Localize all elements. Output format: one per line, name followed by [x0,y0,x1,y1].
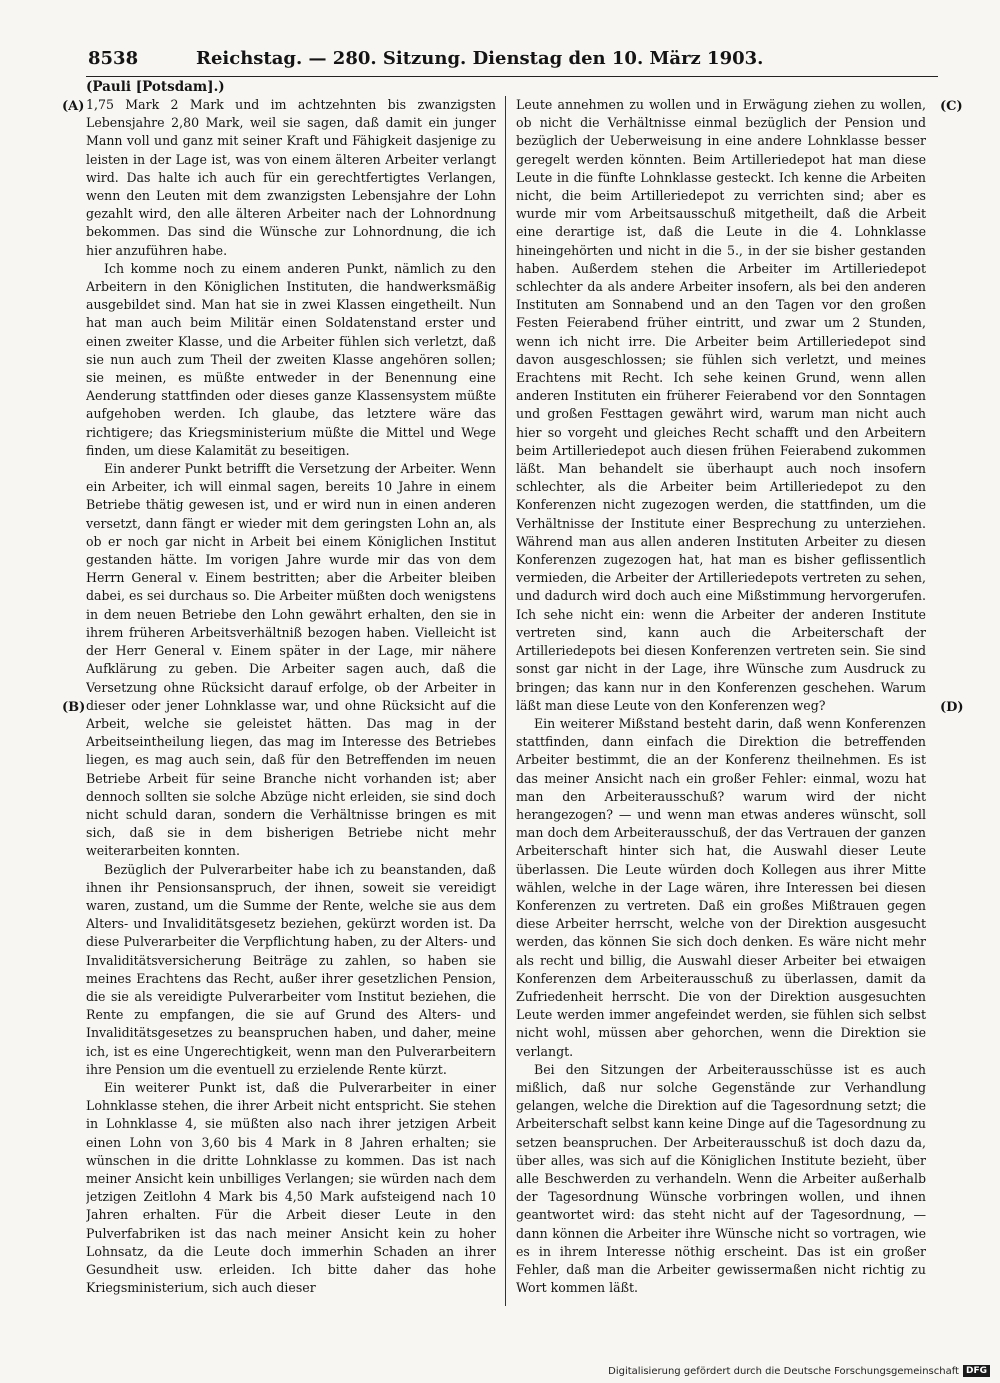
paragraph: Bezüglich der Pulverarbeiter habe ich zu beanstanden, daß ihnen ihr Pensionsanspruch, der ihnen, soweit sie vereidigt waren, zustand, um die Summe der Rente, welche sie aus dem Alters- und Invaliditätsgesetz beziehen, gekürzt worden ist. Da diese Pulverarbeiter die Verpflichtung haben, zu der Alters- und Invaliditätsversicherung Beiträge zu zahlen, so haben sie meines Erachtens das Recht, außer ihrer gesetzlichen Pension, die sie als vereidigte Pulverarbeiter vom Institut beziehen, die Rente zu empfangen, die sie auf Grund des Alters- und Invaliditätsgesetzes zu beanspruchen haben, und daher, meine ich, ist es eine Ungerechtigkeit, wenn man den Pulverarbeitern ihre Pension um die eventuell zu erzielende Rente kürzt. [86,861,496,1077]
footer-credit [608,1365,990,1377]
paragraph: Ein weiterer Punkt ist, daß die Pulverarbeiter in einer Lohnklasse stehen, die ihrer Arbeit nicht entspricht. Sie stehen in Lohnklasse 4, sie müßten also nach ihrer jetzigen Arbeit einen Lohn von 3,60 bis 4 Mark in 8 Jahren erhalten; sie wünschen in die dritte Lohnklasse zu kommen. Das ist nach meiner Ansicht kein unbilliges Verlangen; sie würden nach dem jetzigen Zeitlohn 4 Mark bis 4,50 Mark aufsteigend nach 10 Jahren erhalten. Für die Arbeit dieser Leute in den Pulverfabriken ist das nach meiner Ansicht kein zu hoher Lohnsatz, da die Leute doch immerhin Schaden an ihrer Gesundheit usw. erleiden. Ich bitte daher das hohe Kriegsministerium, sich auch dieser [86,1079,496,1296]
paragraph: Ein anderer Punkt betrifft die Versetzung der Arbeiter. Wenn ein Arbeiter, ich will einmal sagen, bereits 10 Jahre in einem Betriebe thätig gewesen ist, und er wird nun in einen anderen versetzt, dann fängt er wieder mit dem geringsten Lohn an, als ob er noch gar nicht in Arbeit bei einem Königlichen Institut gestanden hätte. Im vorigen Jahre wurde mir das von dem Herrn General v. Einem bestritten; aber die Arbeiter bleiben dabei, es sei durchaus so. Die Arbeiter müßten doch wenigstens in dem neuen Betriebe den Lohn gewährt erhalten, den sie in ihrem früheren Arbeitsverhältniß bezogen haben. Vielleicht ist der Herr General v. Einem später in der Lage, mir nähere Aufklärung zu geben. Die Arbeiter sagen auch, daß die Versetzung ohne Rücksicht darauf erfolge, ob der Arbeiter in dieser oder jener Lohnklasse war, und ohne Rücksicht auf die Arbeit, welche sie geleistet hätten. Das mag in der Arbeitseintheilung liegen, das mag im Interesse des Betriebes liegen, es mag auch sein, daß für den Betreffenden im neuen Betriebe Arbeit für seine Branche nicht vorhanden ist; aber dennoch sollten sie solche Abzüge nicht erleiden, sie sind doch nicht schuld daran, sondern die Verhältnisse bringen es mit sich, daß sie in dem bisherigen Betriebe nicht mehr weiterarbeiten konnten. [86,461,496,859]
margin-mark-a: (A) [62,99,85,114]
margin-mark-d: (D) [940,700,964,715]
page-number: 8538 [88,48,139,69]
paragraph: Leute annehmen zu wollen und in Erwägung ziehen zu wollen, ob nicht die Verhältnisse einmal bezüglich der Pension und bezüglich der Ueberweisung in eine andere Lohnklasse besser geregelt werden könnten. Beim Artilleriedepot hat man diese Leute in die fünfte Lohnklasse gesteckt. Ich kenne die Arbeiten nicht, die beim Artilleriedepot zu verrichten sind; aber es wurde mir vom Arbeitsausschuß mitgetheilt, daß die Arbeit eine derartige ist, daß die Leute in die 4. Lohnklasse hineingehörten und nicht in die 5., in der sie bisher gestanden haben. Außerdem stehen die Arbeiter im Artilleriedepot schlechter da als andere Arbeiter insofern, als bei den anderen Instituten am Sonnabend und an den Tagen vor den großen Festen Feierabend früher eintritt, und zwar um 2 Stunden, wenn ich nicht irre. Die Arbeiter beim Artilleriedepot sind davon ausgeschlossen; sie fühlen sich verletzt, und meines Erachtens mit Recht. Ich sehe keinen Grund, wenn allen anderen Instituten ein früherer Feierabend vor den Sonntagen und großen Festtagen gewährt wird, warum man nicht auch hier so vorgeht und gleiches Recht schafft und den Arbeitern beim Artilleriedepot auch diesen frühen Feierabend zukommen läßt. Man behandelt sie überhaupt auch noch insofern schlechter, als die Arbeiter beim Artilleriedepot zu den Konferenzen nicht zugezogen werden, die stattfinden, um die Verhältnisse der Institute einer Besprechung zu unterziehen. Während man aus allen anderen Instituten Arbeiter zu diesen Konferenzen zugezogen hat, hat man es bisher geflissentlich vermieden, die Arbeiter der Artilleriedepots vertreten zu sehen, und dadurch wird doch auch eine Mißstimmung hervorgerufen. Ich sehe nicht ein: wenn die Arbeiter der anderen Institute vertreten sind, kann auch die Arbeiterschaft der Artilleriedepots bei diesen Konferenzen vertreten sein. Sie sind sonst gar nicht in der Lage, ihre Wünsche zum Ausdruck zu bringen; das kann nur in den Konferenzen geschehen. Warum läßt man diese Leute von den Konferenzen weg? [516,97,926,713]
paragraph: Ich komme noch zu einem anderen Punkt, nämlich zu den Arbeitern in den Königlichen Instituten, die handwerksmäßig ausgebildet sind. Man hat sie in zwei Klassen eingetheilt. Nun hat man auch beim Militär einen Soldatenstand erster und einen zweiter Klasse, und die Arbeiter fühlen sich verletzt, daß sie nun auch zum Theil der zweiten Klasse angehören sollen; sie meinen, es müßte entweder in der Benennung eine Aenderung stattfinden oder dieses ganze Klassensystem müßte aufgehoben werden. Ich glaube, das letztere wäre das richtigere; das Kriegsministerium müßte die Mittel und Wege finden, um diese Kalamität zu beseitigen. [86,260,496,458]
paragraph: Ein weiterer Mißstand besteht darin, daß wenn Konferenzen stattfinden, dann einfach die Direktion die betreffenden Arbeiter bestimmt, die an der Konferenz theilnehmen. Es ist das meiner Ansicht nach ein großer Fehler: einmal, wozu hat man den Arbeiterausschuß? warum wird der nicht herangezogen? — und wenn man etwas anderes wünscht, soll man doch dem Arbeiterausschuß, der das Vertrauen der ganzen Arbeiterschaft hinter sich hat, die Auswahl dieser Leute überlassen. Die Leute würden doch Kollegen aus ihrer Mitte wählen, welche in der Lage wären, ihre Interessen bei diesen Konferenzen zu vertreten. Daß ein großes Mißtrauen gegen diese Arbeiter herrscht, welche von der Direktion ausgesucht werden, das können Sie sich doch denken. Es wäre nicht mehr als recht und billig, die Auswahl dieser Arbeiter bei etwaigen Konferenzen dem Arbeiterausschuß zu überlassen, damit da Zufriedenheit herrscht. Die von der Direktion ausgesuchten Leute werden immer angefeindet werden, sie fühlen sich selbst nicht wohl, müssen aber gehorchen, wenn die Direktion sie verlangt. [516,715,926,1059]
footer-text: Digitalisierung gefördert durch die Deutsche Forschungsgemeinschaft [608,1365,959,1377]
right-column [516,96,926,1308]
dfg-logo: DFG [963,1365,990,1377]
margin-mark-b: (B) [62,700,86,715]
margin-mark-c: (C) [940,99,963,114]
column-divider [505,96,506,1306]
paragraph: 1,75 Mark 2 Mark und im achtzehnten bis zwanzigsten Lebensjahre 2,80 Mark, weil sie sagen, daß damit ein junger Mann voll und ganz mit seiner Kraft und Fähigkeit dasjenige zu leisten in der Lage ist, was von einem älteren Arbeiter verlangt wird. Das halte ich auch für ein gerechtfertigtes Verlangen, wenn den Leuten mit dem zwanzigsten Lebensjahre der Lohn gezahlt wird, den alle älteren Arbeiter nach der Lohnordnung bekommen. Das sind die Wünsche zur Lohnordnung, die ich hier anzuführen habe. [86,97,496,258]
page-header [88,48,936,74]
left-column [86,96,496,1308]
header-title: Reichstag. — 280. Sitzung. Dienstag den 10. März 1903. [196,48,764,69]
speaker-name: (Pauli [Potsdam].) [86,79,225,95]
paragraph: Bei den Sitzungen der Arbeiterausschüsse ist es auch mißlich, daß nur solche Gegenstände zur Verhandlung gelangen, welche die Direktion auf die Tagesordnung setzt; die Arbeiterschaft selbst kann keine Dinge auf die Tagesordnung zu setzen beanspruchen. Der Arbeiterausschuß ist doch dazu da, über alles, was sich auf die Königlichen Institute bezieht, über alle Beschwerden zu verhandeln. Wenn die Arbeiter außerhalb der Tagesordnung Wünsche vorbringen wollen, und ihnen geantwortet wird: das steht nicht auf der Tagesordnung, — dann können die Arbeiter ihre Wünsche nicht so vortragen, wie es in ihrem Interesse nöthig erscheint. Das ist ein großer Fehler, daß man die Arbeiter gewissermaßen nicht richtig zu Wort kommen läßt. [516,1061,926,1296]
header-rule [86,76,938,77]
